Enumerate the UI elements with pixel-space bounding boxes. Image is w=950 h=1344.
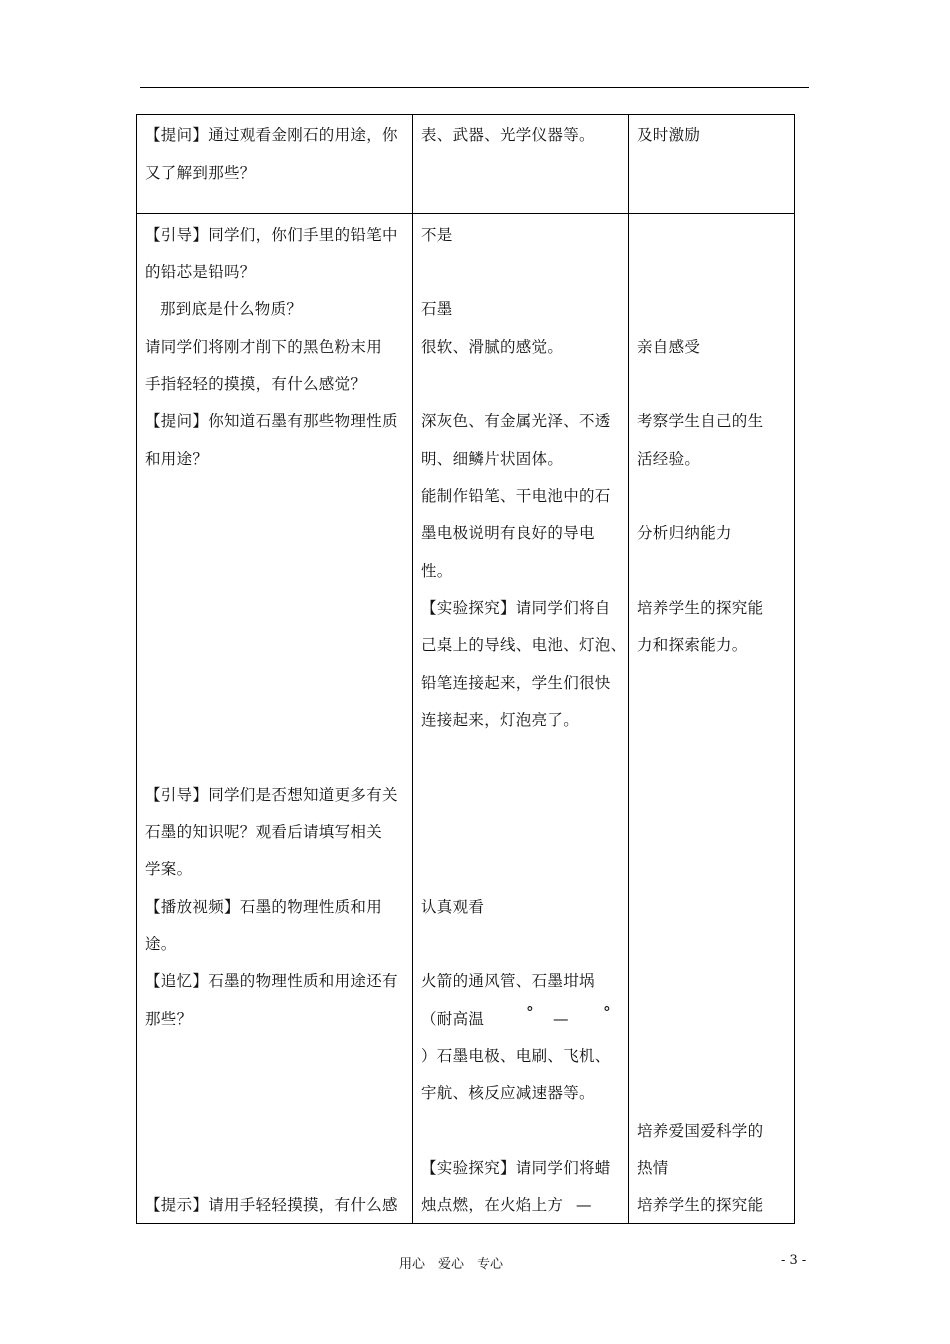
student-activity-line: 深灰色、有金属光泽、不透 bbox=[421, 412, 611, 430]
teacher-activity-line: 【引导】同学们，你们手里的铅笔中 bbox=[145, 226, 398, 244]
student-activity-line: 铅笔连接起来，学生们很快 bbox=[421, 674, 611, 692]
design-intent-line: 培养学生的探究能 bbox=[637, 599, 764, 617]
student-activity-line: 认真观看 bbox=[421, 898, 485, 916]
student-answer-line: 表、武器、光学仪器等。 bbox=[421, 126, 595, 144]
student-activity-line: 性。 bbox=[421, 562, 453, 580]
teacher-activity-line: 石墨的知识呢？观看后请填写相关 bbox=[145, 823, 383, 841]
student-activity-line: （耐高温 bbox=[421, 1010, 485, 1028]
student-activity-line: 能制作铅笔、干电池中的石 bbox=[421, 487, 611, 505]
page-number: - 3 - bbox=[781, 1253, 807, 1268]
design-intent-line: 活经验。 bbox=[637, 450, 701, 468]
teacher-activity-line: 【追忆】石墨的物理性质和用途还有 bbox=[145, 972, 398, 990]
column-divider-2 bbox=[628, 115, 629, 1223]
teacher-activity-line: 手指轻轻的摸摸，有什么感觉？ bbox=[145, 375, 367, 393]
teacher-activity-line: 【引导】同学们是否想知道更多有关 bbox=[145, 786, 398, 804]
teacher-activity-line: 那些？ bbox=[145, 1010, 193, 1028]
student-activity-line: 【实验探究】请同学们将自 bbox=[421, 599, 611, 617]
student-activity-line: 宇航、核反应减速器等。 bbox=[421, 1084, 595, 1102]
design-intent-line: 培养爱国爱科学的 bbox=[637, 1122, 764, 1140]
design-intent-line: 考察学生自己的生 bbox=[637, 412, 764, 430]
teacher-activity-line: 学案。 bbox=[145, 860, 193, 878]
teacher-activity-line: 途。 bbox=[145, 935, 177, 953]
student-activity-line: 烛点燃，在火焰上方 bbox=[421, 1196, 564, 1214]
blank-dash: — bbox=[553, 1010, 569, 1028]
blank-dash: — bbox=[576, 1196, 592, 1214]
student-activity-line: 石墨 bbox=[421, 300, 453, 318]
student-activity-line: 明、细鳞片状固体。 bbox=[421, 450, 564, 468]
student-activity-line: ）石墨电极、电刷、飞机、 bbox=[421, 1047, 611, 1065]
student-activity-line: 己桌上的导线、电池、灯泡、 bbox=[421, 636, 627, 654]
teacher-activity-line: 【提示】请用手轻轻摸摸，有什么感 bbox=[145, 1196, 398, 1214]
teacher-activity-line: 那到底是什么物质？ bbox=[160, 300, 303, 318]
design-intent-line: 培养学生的探究能 bbox=[637, 1196, 764, 1214]
design-intent-line: 热情 bbox=[637, 1159, 669, 1177]
row-divider bbox=[137, 213, 794, 214]
student-activity-line: 不是 bbox=[421, 226, 453, 244]
teacher-activity-line: 请同学们将刚才削下的黑色粉末用 bbox=[145, 338, 383, 356]
header-rule bbox=[140, 87, 809, 88]
teacher-activity-line: 【播放视频】石墨的物理性质和用 bbox=[145, 898, 383, 916]
teacher-activity-line: 【提问】你知道石墨有那些物理性质 bbox=[145, 412, 398, 430]
teacher-activity-line: 和用途？ bbox=[145, 450, 209, 468]
design-intent-line: 分析归纳能力 bbox=[637, 524, 732, 542]
design-intent-line: 及时激励 bbox=[637, 126, 701, 144]
teacher-question-line-2: 又了解到那些？ bbox=[145, 164, 256, 182]
student-activity-line: 连接起来，灯泡亮了。 bbox=[421, 711, 580, 729]
design-intent-line: 力和探索能力。 bbox=[637, 636, 748, 654]
student-activity-line: 墨电极说明有良好的导电 bbox=[421, 524, 595, 542]
footer-motto: 用心 爱心 专心 bbox=[399, 1257, 504, 1272]
student-activity-line: 火箭的通风管、石墨坩埚 bbox=[421, 972, 595, 990]
degree-symbol: ° bbox=[603, 1004, 612, 1022]
teacher-question-line-1: 【提问】通过观看金刚石的用途，你 bbox=[145, 126, 398, 144]
degree-symbol: ° bbox=[526, 1004, 535, 1022]
design-intent-line: 亲自感受 bbox=[637, 338, 701, 356]
column-divider-1 bbox=[412, 115, 413, 1223]
student-activity-line: 【实验探究】请同学们将蜡 bbox=[421, 1159, 611, 1177]
student-activity-line: 很软、滑腻的感觉。 bbox=[421, 338, 564, 356]
teacher-activity-line: 的铅芯是铅吗？ bbox=[145, 263, 256, 281]
